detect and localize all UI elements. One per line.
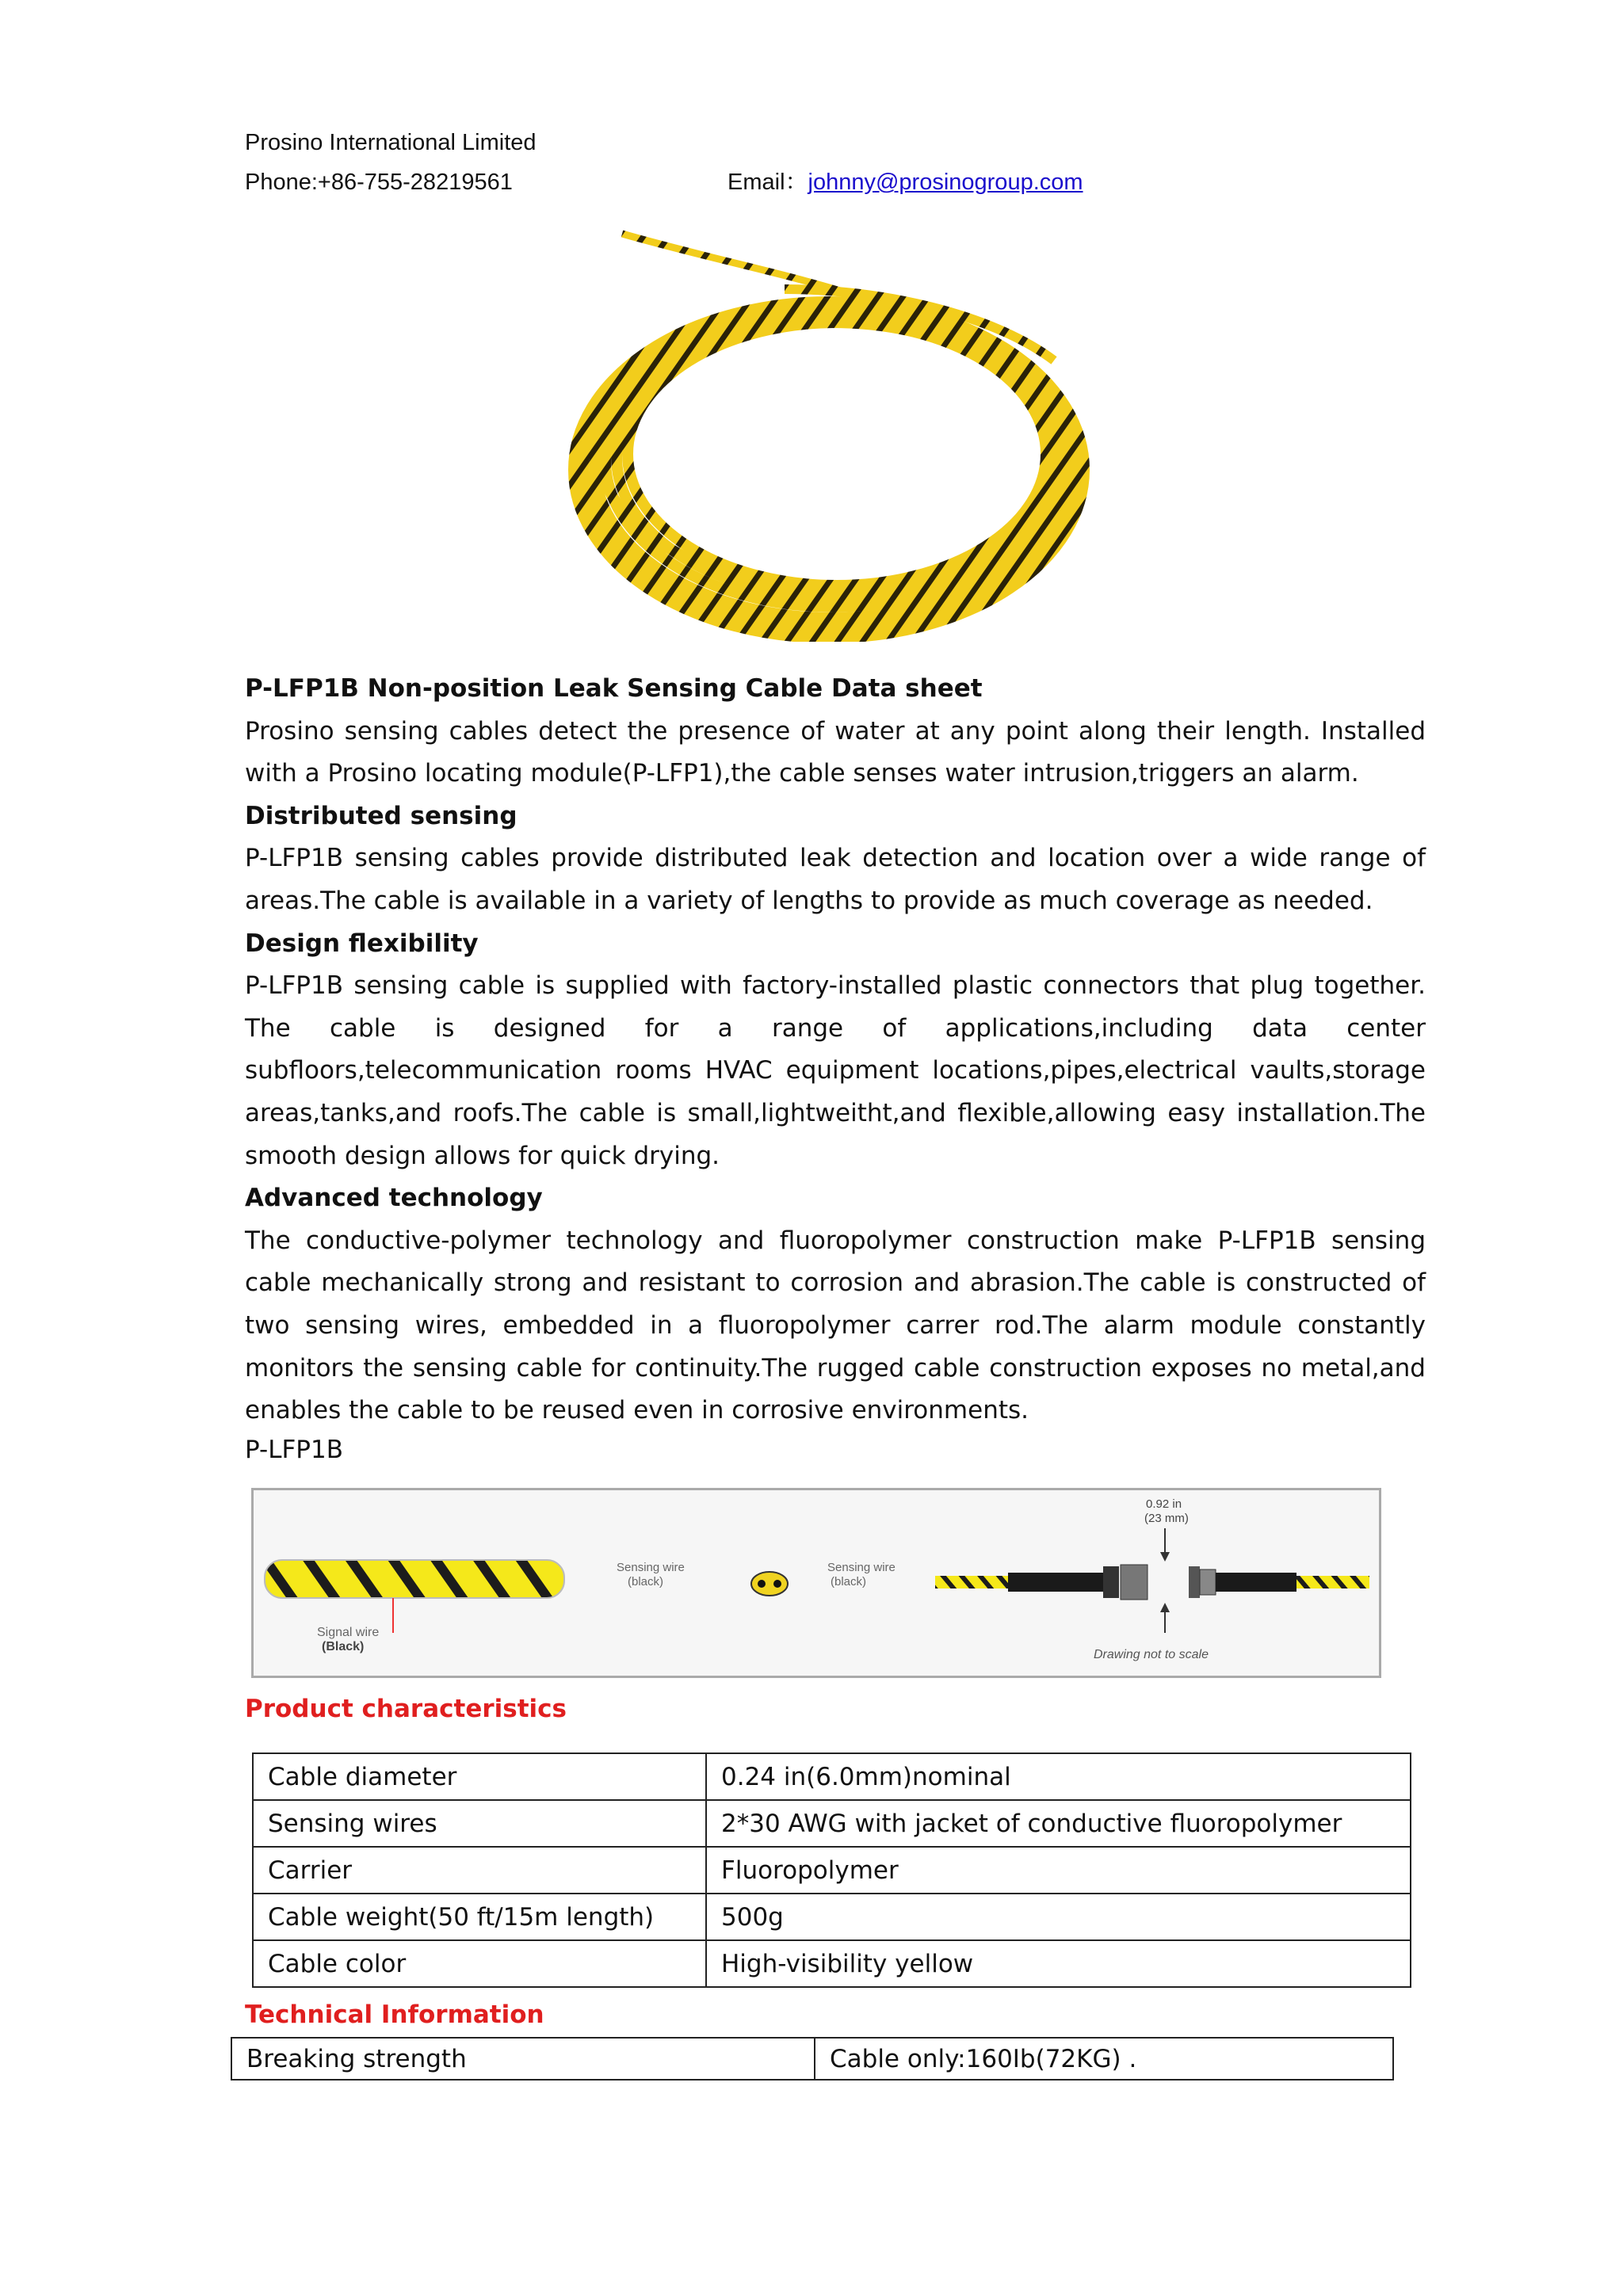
section-heading: Advanced technology: [245, 1184, 543, 1213]
table-row: [253, 1940, 1411, 1987]
signal-wire-color: (Black): [322, 1640, 365, 1653]
signal-wire-label: Signal wire: [317, 1626, 380, 1639]
gap-mm: (23 mm): [1144, 1512, 1189, 1525]
cable-cross-section-drawing: [251, 1488, 1381, 1678]
table-cell: 0.24 in(6.0mm)nominal: [706, 1753, 1411, 1800]
table-row: [253, 1753, 1411, 1800]
drawing-note: Drawing not to scale: [1094, 1648, 1209, 1661]
section-paragraph: The conductive-polymer technology and fluoropolymer construction make P-LFP1B sensing cable mechanically strong and resistant to corrosion and abrasion.The cable is constructed of two sensing wires, embedded in a fluoropolymer carrer rod.The alarm module constantly monitors the sensing cable for continuity.The rugged cable construction exposes no metal,and enables the cable to be reused even in corrosive environments.: [245, 1226, 1426, 1425]
table-cell: Cable color: [253, 1940, 706, 1987]
company-name: Prosino International Limited: [245, 130, 537, 155]
product-characteristics-title: Product characteristics: [245, 1695, 567, 1723]
table-row: [253, 1847, 1411, 1894]
intro-paragraph: Prosino sensing cables detect the presence of water at any point along their length. Installed with a Prosino locating module(P-LFP1),the cable senses water intrusion,triggers an alarm.: [245, 716, 1426, 788]
table-cell: Cable diameter: [253, 1753, 706, 1800]
phone-number: Phone:+86-755-28219561: [245, 170, 513, 195]
table-cell: Cable only:160Ib(72KG) .: [815, 2038, 1393, 2080]
sensing-wire-left-label: Sensing wire: [617, 1561, 685, 1574]
section-heading: Design flexibility: [245, 929, 479, 958]
section-heading: Distributed sensing: [245, 801, 517, 830]
table-cell: 2*30 AWG with jacket of conductive fluoropolymer: [706, 1800, 1411, 1847]
cable-coil-photo: [547, 226, 1117, 642]
section-paragraph: P-LFP1B sensing cables provide distributed leak detection and location over a wide range of areas.The cable is available in a variety of lengths to provide as much coverage as needed.: [245, 844, 1426, 915]
sensing-wire-right-label: Sensing wire: [827, 1561, 896, 1574]
table-cell: High-visibility yellow: [706, 1940, 1411, 1987]
email-line: [727, 168, 1083, 196]
datasheet-title: P-LFP1B Non-position Leak Sensing Cable Data sheet: [245, 674, 983, 703]
section-paragraph: P-LFP1B sensing cable is supplied with factory-installed plastic connectors that plug together. The cable is designed for a range of applications,including data center subfloors,telecommunication rooms HVAC equipment locations,pipes,electrical vaults,storage areas,tanks,and roofs.The cable is small,lightweitht,and flexible,allowing easy installation.The smooth design allows for quick drying.: [245, 971, 1426, 1170]
table-cell: Carrier: [253, 1847, 706, 1894]
email-label: Email：: [727, 170, 808, 195]
table-cell: Breaking strength: [231, 2038, 815, 2080]
table-row: [253, 1894, 1411, 1940]
intro-section: [245, 668, 1426, 1432]
sensing-wire-left-color: (black): [628, 1575, 664, 1589]
gap-inches: 0.92 in: [1146, 1497, 1182, 1511]
model-label: P-LFP1B: [245, 1436, 343, 1464]
table-cell: Cable weight(50 ft/15m length): [253, 1894, 706, 1940]
table-cell: Fluoropolymer: [706, 1847, 1411, 1894]
table-cell: 500g: [706, 1894, 1411, 1940]
email-link[interactable]: johnny@prosinogroup.com: [808, 170, 1083, 195]
sensing-wire-right-color: (black): [831, 1575, 867, 1589]
table-row: [253, 1800, 1411, 1847]
table-cell: Sensing wires: [253, 1800, 706, 1847]
table-row: [231, 2038, 1393, 2080]
product-characteristics-table: [252, 1753, 1411, 1988]
technical-information-title: Technical Information: [245, 2000, 544, 2029]
technical-information-table: [231, 2037, 1394, 2081]
